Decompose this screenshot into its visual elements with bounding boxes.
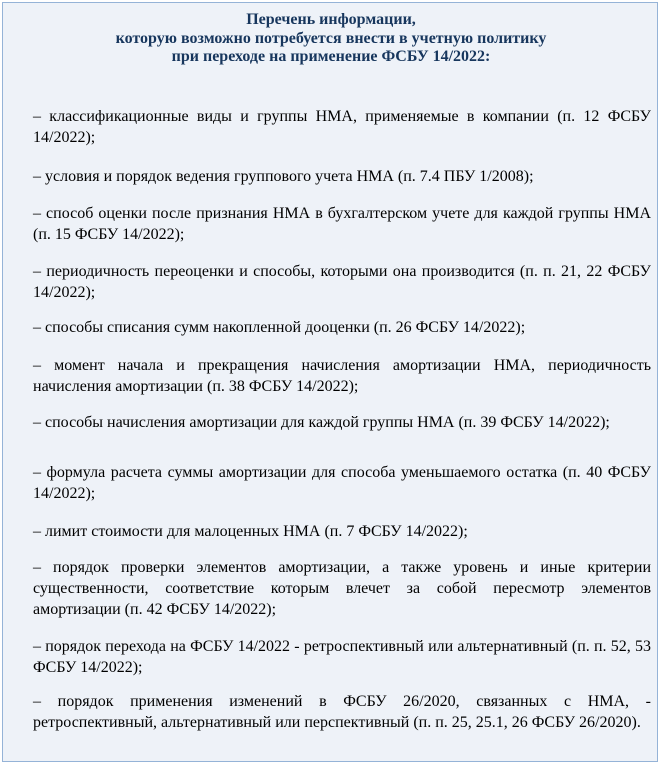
title-line-1: Перечень информации,	[246, 11, 416, 28]
list-item: – формула расчета суммы амортизации для способа уменьшаемого остатка (п. 40 ФСБУ 14/2022);	[33, 464, 651, 502]
list-item: – способ оценки после признания НМА в бухгалтерском учете для каждой группы НМА (п. 15 ФСБУ 14/2022);	[33, 205, 651, 243]
info-box	[2, 2, 658, 762]
page-title	[3, 11, 659, 67]
list-item: – момент начала и прекращения начисления амортизации НМА, периодичность начисления амортизации (п. 38 ФСБУ 14/2022);	[33, 357, 651, 395]
list-item: – порядок проверки элементов амортизации, а также уровень и иные критерии существенности, соответствие которым влечет за собой пересмотр элементов амортизации (п. 42 ФСБУ 14/2022);	[33, 559, 651, 618]
list-item: – лимит стоимости для малоценных НМА (п. 7 ФСБУ 14/2022);	[33, 523, 468, 540]
list-item: – периодичность переоценки и способы, которыми она производится (п. п. 21, 22 ФСБУ 14/2022);	[33, 263, 651, 301]
title-line-3: при переходе на применение ФСБУ 14/2022:	[171, 48, 491, 65]
list-item: – классификационные виды и группы НМА, применяемые в компании (п. 12 ФСБУ 14/2022);	[33, 108, 651, 146]
list-item: – порядок применения изменений в ФСБУ 26/2020, связанных с НМА, - ретроспективный, альтернативный или перспективный (п. п. 25, 25.1, 26 ФСБУ 26/2020).	[33, 693, 651, 731]
list-item: – способы списания сумм накопленной дооценки (п. 26 ФСБУ 14/2022);	[33, 319, 526, 336]
list-item: – условия и порядок ведения группового учета НМА (п. 7.4 ПБУ 1/2008);	[33, 168, 534, 185]
list-item: – порядок перехода на ФСБУ 14/2022 - ретроспективный или альтернативный (п. п. 52, 53 ФСБУ 14/2022);	[33, 638, 651, 676]
title-line-2: которую возможно потребуется внести в учетную политику	[115, 29, 547, 47]
list-item: – способы начисления амортизации для каждой группы НМА (п. 39 ФСБУ 14/2022);	[33, 414, 610, 431]
